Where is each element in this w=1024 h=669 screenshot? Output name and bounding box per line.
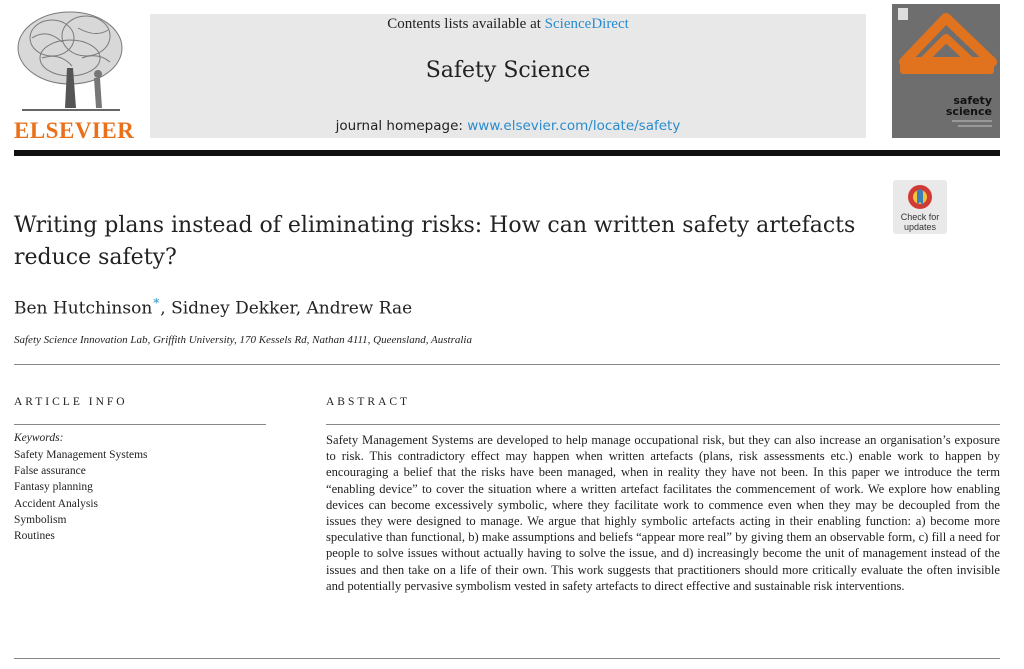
keyword-item: False assurance: [14, 465, 86, 478]
affiliation: Safety Science Innovation Lab, Griffith University, 170 Kessels Rd, Nathan 4111, Queensland, Australia: [14, 334, 472, 346]
keyword-item: Routines: [14, 530, 55, 543]
author-list: Ben Hutchinson*, Sidney Dekker, Andrew Rae: [14, 296, 413, 319]
journal-title[interactable]: Safety Science: [425, 58, 591, 83]
crossmark-icon: [893, 180, 947, 214]
abstract-body: Safety Management Systems are developed to help manage occupational risk, but they can also increase an organisation’s exposure to risk. This contradictory effect may happen when written artefacts (plans, risk assessments etc.) enable work to happen by encouraging a belief that the risks have been managed, when in reality they have not been. In this paper we introduce the term “enabling device” to cover the situation where a written artefact facilitates the commencement of work. We explore how enabling devices can become excessively symbolic, where they facilitate work to commence even when they may be decoupled from the issues they were designed to manage. We argue that highly symbolic artefacts acting in their enabling function: a) become more speculative than functional, b) make assumptions and beliefs “appear more real” by giving them an observable form, c) fill a need for people to solve issues without actually having to solve the issue, and d) increasingly become the unit of management instead of the issues and then take on a life of their own. This work suggests that practitioners should more critically evaluate the often invisible and potentially pervasive symbolism vested in safety artefacts to direct effective and sustainable risk interventions.: [326, 433, 1000, 593]
cover-title-1: safety: [953, 94, 992, 107]
divider: [14, 658, 1000, 659]
keywords-label: Keywords:: [14, 432, 64, 444]
homepage-prefix: journal homepage:: [335, 118, 468, 134]
divider: [14, 364, 1000, 365]
author-name[interactable]: Andrew Rae: [306, 298, 413, 319]
journal-cover[interactable]: [892, 4, 1000, 138]
header-divider: [14, 150, 1000, 156]
check-updates-line1: Check for: [900, 212, 940, 222]
keyword-item: Symbolism: [14, 513, 67, 526]
divider: [326, 424, 1000, 425]
cover-title-2: science: [945, 105, 992, 118]
article-title: Writing plans instead of eliminating risks: How can written safety artefacts reduce safety?: [14, 213, 856, 270]
keywords-list: [14, 447, 148, 544]
publisher-wordmark: ELSEVIER: [14, 118, 135, 143]
author-name[interactable]: Ben Hutchinson: [14, 298, 153, 319]
check-updates-line2: updates: [903, 222, 937, 232]
abstract-heading: ABSTRACT: [326, 396, 411, 408]
tree-icon: [12, 8, 130, 118]
keyword-item: Accident Analysis: [14, 497, 98, 510]
homepage-link[interactable]: www.elsevier.com/locate/safety: [467, 118, 681, 134]
author-name[interactable]: Sidney Dekker: [171, 298, 296, 319]
contents-line: [150, 16, 866, 33]
cover-artwork: [892, 4, 1000, 138]
keyword-item: Safety Management Systems: [14, 449, 148, 461]
check-updates-label: [893, 212, 947, 232]
contents-prefix: Contents lists available at: [387, 16, 545, 32]
corresponding-author-mark[interactable]: *: [153, 296, 160, 310]
sciencedirect-link[interactable]: ScienceDirect: [544, 16, 629, 32]
article-info-heading: ARTICLE INFO: [14, 396, 128, 408]
journal-homepage-line: [150, 118, 866, 134]
keyword-item: Fantasy planning: [14, 481, 93, 494]
divider: [14, 424, 266, 425]
